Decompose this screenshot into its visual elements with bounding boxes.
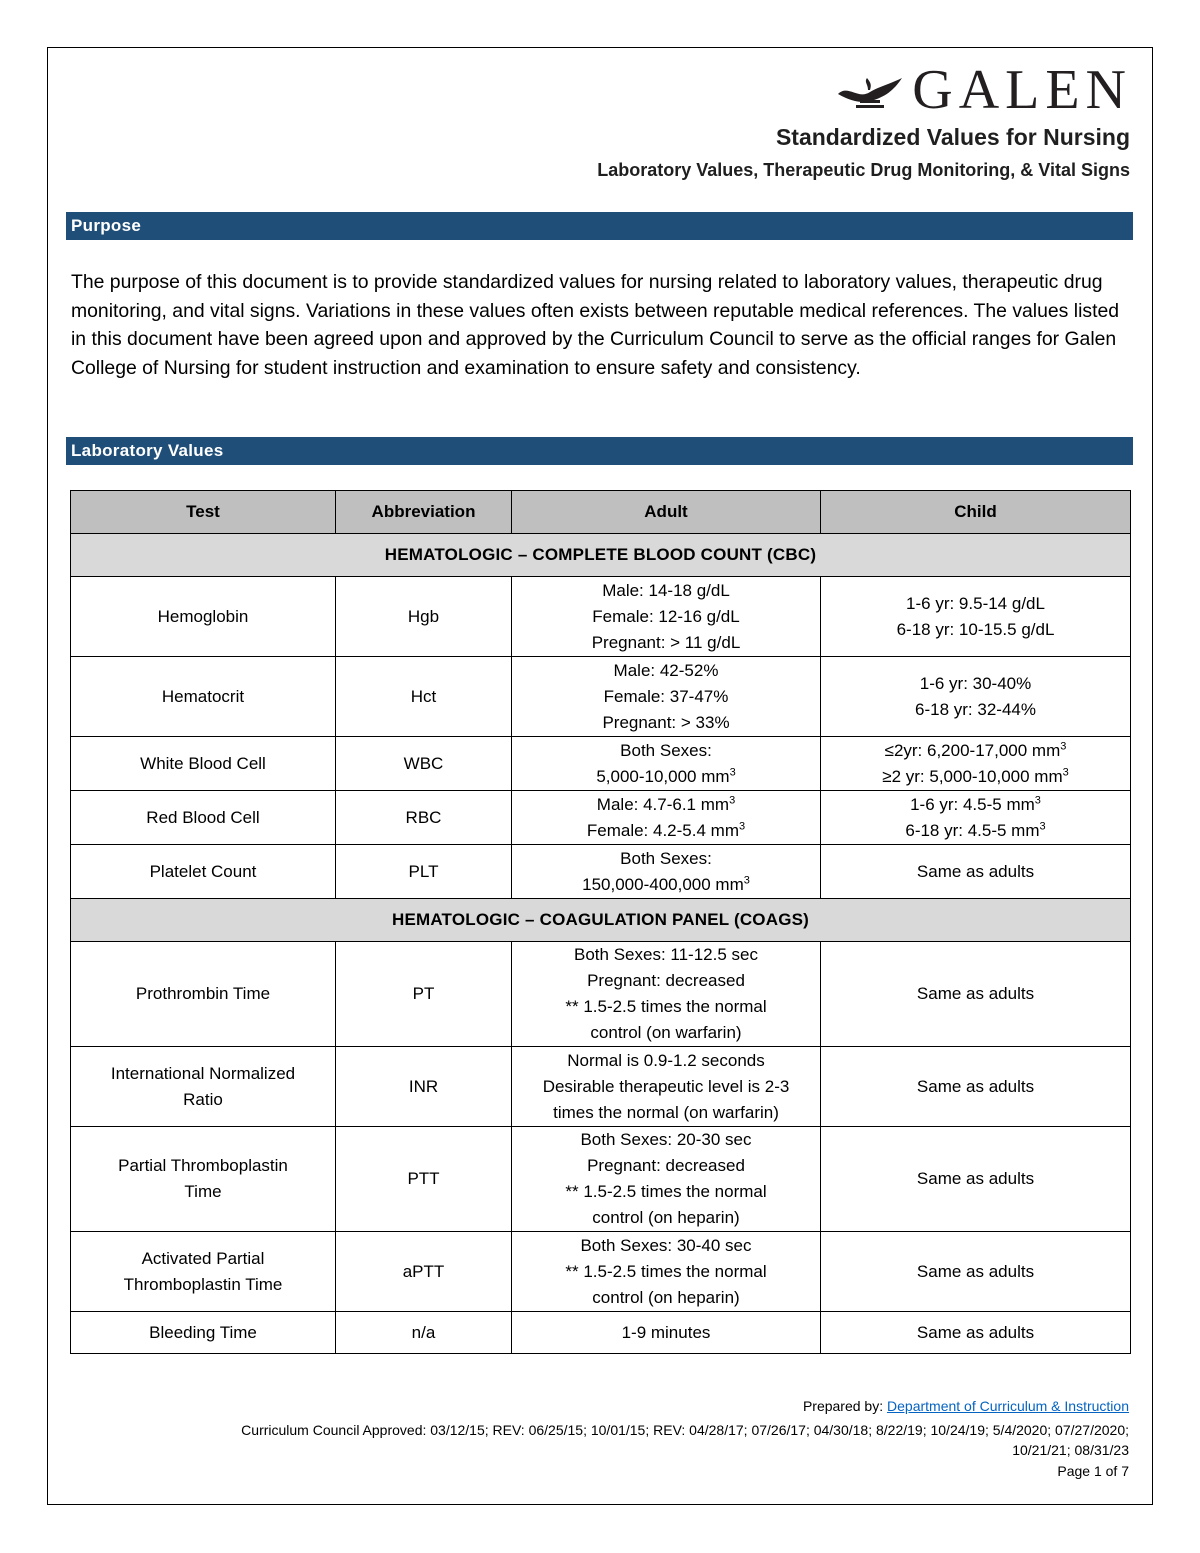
superscript-exponent: 3 (1060, 739, 1067, 752)
cell-line: Hemoglobin (157, 606, 249, 626)
cell-line: ** 1.5-2.5 times the normal (565, 997, 767, 1016)
child-value-cell (821, 1312, 1131, 1354)
adult-value-cell (512, 845, 821, 899)
abbreviation-cell (336, 1312, 512, 1354)
test-cell (71, 791, 336, 845)
cell-line: Time (184, 1182, 222, 1201)
purpose-text: The purpose of this document is to provide standardized values for nursing related to laboratory values, therapeutic drug monitoring, and vital signs. Variations in these values often exists between reputable medical references. The values listed in this document have been agreed upon and approved by the Curriculum Council to serve as the official ranges for Galen College of Nursing for student instruction and examination to ensure safety and consistency. (71, 271, 1120, 379)
adult-value-cell (512, 577, 821, 657)
child-value-cell (821, 845, 1131, 899)
abbreviation-cell (336, 657, 512, 737)
cell-line: Platelet Count (149, 861, 257, 881)
section-title: HEMATOLOGIC – COAGULATION PANEL (COAGS) (71, 899, 1131, 942)
document-subtitle: Laboratory Values, Therapeutic Drug Monitoring, & Vital Signs (597, 160, 1130, 180)
abbreviation-cell (336, 1232, 512, 1312)
cell-line: 5,000-10,000 mm (596, 766, 730, 786)
lab-values-table (70, 490, 1131, 1354)
cell-line: Prothrombin Time (135, 984, 271, 1003)
test-cell (71, 577, 336, 657)
superscript-exponent: 3 (743, 873, 750, 886)
lab-values-heading: Laboratory Values (66, 437, 1133, 465)
abbreviation-cell (336, 1127, 512, 1232)
cell-line: Pregnant: > 11 g/dL (591, 632, 741, 652)
cell-line: 1-6 yr: 30-40% (919, 673, 1032, 693)
child-value-cell (821, 1232, 1131, 1312)
superscript-exponent: 3 (729, 793, 736, 806)
child-value-cell (821, 657, 1131, 737)
approval-line-1: Curriculum Council Approved: 03/12/15; REV: 06/25/15; 10/01/15; REV: 04/28/17; 07/26/17; 04/30/18; 8/22/19; 10/24/19; 5/4/2020; 07/27/2020; (241, 1422, 1129, 1438)
child-value-cell (821, 737, 1131, 791)
abbreviation-cell (336, 942, 512, 1047)
child-value-cell (821, 942, 1131, 1047)
superscript-exponent: 3 (1034, 793, 1041, 806)
cell-line: Both Sexes: 30-40 sec (580, 1235, 752, 1255)
prepared-by (803, 1398, 1129, 1414)
cell-line: PT (412, 984, 435, 1003)
cell-line: Red Blood Cell (146, 807, 260, 827)
cell-line: Same as adults (916, 984, 1035, 1003)
cell-line: Pregnant: decreased (587, 971, 745, 990)
test-cell (71, 845, 336, 899)
cell-line: ** 1.5-2.5 times the normal (565, 1182, 767, 1201)
table-row (71, 1312, 1131, 1354)
cell-line: Both Sexes: 20-30 sec (580, 1130, 752, 1149)
test-cell (71, 737, 336, 791)
logo-text: GALEN (912, 59, 1132, 121)
adult-value-cell (512, 1232, 821, 1312)
cell-line: International Normalized (110, 1063, 296, 1083)
cell-line: Male: 4.7-6.1 mm (596, 794, 730, 814)
adult-value-cell (512, 1127, 821, 1232)
cell-line: Thromboplastin Time (123, 1274, 283, 1294)
table-row (71, 1127, 1131, 1232)
cell-line: Both Sexes: 11-12.5 sec (574, 945, 758, 964)
cell-line: PLT (408, 861, 439, 881)
cell-line: Same as adults (916, 1169, 1035, 1188)
prepared-by-label: Prepared by: (802, 1398, 884, 1414)
adult-value-cell (512, 1312, 821, 1354)
cell-line: INR (408, 1076, 439, 1096)
cell-line: Same as adults (916, 1322, 1035, 1342)
cell-line: Hematocrit (161, 686, 245, 706)
cell-line: control (on heparin) (592, 1287, 740, 1307)
cell-line: ≥2 yr: 5,000-10,000 mm (882, 766, 1063, 786)
cell-line: Hct (410, 686, 437, 706)
cell-line: Both Sexes: (620, 740, 712, 760)
adult-value-cell (512, 737, 821, 791)
cell-line: Female: 12-16 g/dL (592, 606, 740, 626)
cell-line: Male: 42-52% (613, 660, 719, 680)
cell-line: Female: 4.2-5.4 mm (586, 820, 739, 840)
cell-line: 6-18 yr: 32-44% (915, 699, 1036, 719)
cell-line: 150,000-400,000 mm (582, 874, 744, 894)
galen-logo (834, 59, 1132, 121)
adult-value-cell (512, 1047, 821, 1127)
column-header: Adult (512, 491, 821, 534)
table-row (71, 845, 1131, 899)
child-value-cell (821, 791, 1131, 845)
table-row (71, 577, 1131, 657)
cell-line: Desirable therapeutic level is 2-3 (542, 1076, 790, 1096)
table-row (71, 737, 1131, 791)
abbreviation-cell (336, 845, 512, 899)
test-cell (71, 1047, 336, 1127)
table-section-row (71, 899, 1131, 942)
cell-line: 1-6 yr: 9.5-14 g/dL (906, 593, 1045, 613)
test-cell (71, 1232, 336, 1312)
child-value-cell (821, 577, 1131, 657)
cell-line: ≤2yr: 6,200-17,000 mm (884, 740, 1061, 760)
cell-line: Pregnant: decreased (587, 1156, 745, 1175)
cell-line: ** 1.5-2.5 times the normal (565, 1261, 767, 1281)
table-row (71, 1047, 1131, 1127)
cell-line: RBC (405, 807, 442, 827)
abbreviation-cell (336, 577, 512, 657)
column-header: Abbreviation (336, 491, 512, 534)
cell-line: Same as adults (916, 1076, 1035, 1096)
section-title: HEMATOLOGIC – COMPLETE BLOOD COUNT (CBC) (71, 534, 1131, 577)
abbreviation-cell (336, 737, 512, 791)
cell-line: Same as adults (916, 861, 1035, 881)
page-number: Page 1 of 7 (1057, 1463, 1129, 1479)
superscript-exponent: 3 (1039, 819, 1046, 832)
abbreviation-cell (336, 791, 512, 845)
document-title: Standardized Values for Nursing (775, 124, 1130, 150)
table-row (71, 791, 1131, 845)
cell-line: PTT (407, 1169, 440, 1188)
table-row (71, 657, 1131, 737)
superscript-exponent: 3 (1062, 765, 1069, 778)
cell-line: Both Sexes: (620, 848, 712, 868)
test-cell (71, 1127, 336, 1232)
test-cell (71, 942, 336, 1047)
test-cell (71, 1312, 336, 1354)
cell-line: Ratio (183, 1089, 223, 1109)
purpose-heading: Purpose (66, 212, 1133, 240)
adult-value-cell (512, 791, 821, 845)
cell-line: Hgb (407, 606, 440, 626)
approval-line-2: 10/21/21; 08/31/23 (1012, 1442, 1129, 1458)
superscript-exponent: 3 (738, 819, 746, 832)
table-header-row (71, 491, 1131, 534)
cell-line: Activated Partial (141, 1248, 265, 1268)
cell-line: times the normal (on warfarin) (553, 1102, 779, 1122)
cell-line: Female: 37-47% (603, 686, 729, 706)
table-section-row (71, 534, 1131, 577)
cell-line: Male: 14-18 g/dL (602, 580, 730, 600)
cell-line: WBC (403, 753, 444, 773)
cell-line: Bleeding Time (149, 1322, 257, 1342)
cell-line: Normal is 0.9-1.2 seconds (567, 1050, 765, 1070)
lamp-icon (834, 70, 906, 110)
cell-line: control (on warfarin) (590, 1023, 742, 1042)
child-value-cell (821, 1127, 1131, 1232)
table-row (71, 1232, 1131, 1312)
cell-line: n/a (411, 1322, 436, 1342)
adult-value-cell (512, 942, 821, 1047)
cell-line: White Blood Cell (140, 753, 266, 773)
table-row (71, 942, 1131, 1047)
cell-line: 1-9 minutes (621, 1322, 711, 1342)
column-header: Child (821, 491, 1131, 534)
test-cell (71, 657, 336, 737)
abbreviation-cell (336, 1047, 512, 1127)
adult-value-cell (512, 657, 821, 737)
column-header: Test (71, 491, 336, 534)
cell-line: control (on heparin) (592, 1208, 740, 1227)
cell-line: Pregnant: > 33% (602, 712, 730, 732)
cell-line: Partial Thromboplastin (118, 1156, 288, 1175)
cell-line: Same as adults (916, 1261, 1035, 1281)
child-value-cell (821, 1047, 1131, 1127)
cell-line: 6-18 yr: 10-15.5 g/dL (896, 619, 1055, 639)
cell-line: aPTT (402, 1261, 445, 1281)
cell-line: 6-18 yr: 4.5-5 mm (905, 820, 1040, 840)
cell-line: 1-6 yr: 4.5-5 mm (910, 794, 1035, 814)
superscript-exponent: 3 (729, 765, 736, 778)
curriculum-dept-link[interactable]: Department of Curriculum & Instruction (887, 1398, 1129, 1414)
